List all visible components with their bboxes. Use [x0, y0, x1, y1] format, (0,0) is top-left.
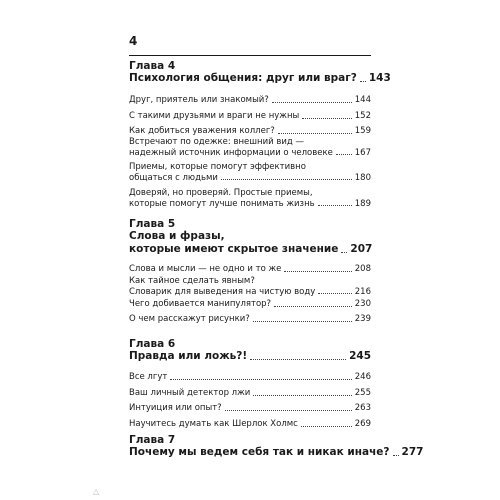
leader-dots [170, 379, 351, 380]
chapter-title-text: Правда или ложь?! [129, 350, 248, 362]
entry-title-line: общаться с людьми [129, 172, 218, 183]
entry-page: 144 [354, 95, 371, 105]
entry-title-line: Как тайное сделать явным? [129, 276, 255, 286]
entry-page: 239 [354, 314, 371, 324]
leader-dots [221, 179, 352, 180]
entry-page: 255 [354, 388, 371, 398]
leader-dots [253, 395, 351, 396]
entry-page: 246 [354, 372, 371, 382]
toc-entry [129, 403, 371, 414]
chapter-7-title [129, 446, 424, 459]
chapter-page: 143 [368, 72, 391, 84]
corner-mark-icon: △ [93, 487, 100, 496]
entry-title: Слова и мысли — не одно и то же [129, 264, 282, 274]
entry-page: 159 [354, 126, 371, 136]
toc-entry [129, 162, 371, 183]
toc-entry [129, 264, 371, 275]
toc-entry [129, 111, 371, 122]
toc-entry [129, 299, 371, 310]
toc-entry [129, 372, 371, 383]
entry-page: 208 [354, 264, 371, 274]
entry-title: Как добиться уважения коллег? [129, 126, 275, 136]
chapter-5-title [129, 230, 371, 256]
toc-entry [129, 126, 371, 137]
entry-title: Друг, приятель или знакомый? [129, 95, 269, 105]
chapter-4-label: Глава 4 [129, 60, 176, 72]
entry-title-line: Приемы, которые помогут эффективно [129, 162, 306, 172]
leader-dots [253, 321, 352, 322]
entry-page: 189 [354, 198, 371, 209]
leader-dots [284, 271, 351, 272]
toc-entry [129, 137, 371, 158]
entry-title: С такими друзьями и враги не нужны [129, 111, 300, 121]
leader-dots [318, 293, 351, 294]
toc-entry [129, 276, 371, 297]
entry-title-line: Встречают по одежке: внешний вид — [129, 137, 304, 147]
chapter-page: 207 [350, 243, 373, 255]
entry-title: Ваш личный детектор лжи [129, 388, 251, 398]
chapter-title-text: которые имеют скрытое значение [129, 243, 339, 255]
chapter-page: 245 [349, 350, 371, 362]
chapter-6-label: Глава 6 [129, 338, 176, 350]
chapter-title-text: Психология общения: друг или враг? [129, 72, 357, 84]
leader-dots [393, 455, 399, 456]
entry-page: 263 [354, 403, 371, 413]
chapter-7-label: Глава 7 [129, 434, 176, 446]
leader-dots [360, 81, 366, 82]
chapter-6-title [129, 350, 371, 363]
toc-entry [129, 188, 371, 209]
leader-dots [250, 359, 346, 360]
leader-dots [274, 306, 352, 307]
entry-title: О чем расскажут рисунки? [129, 314, 250, 324]
toc-entry [129, 314, 371, 325]
header-rule [129, 55, 371, 56]
leader-dots [341, 252, 347, 253]
leader-dots [336, 154, 352, 155]
toc-entry [129, 388, 371, 399]
chapter-title-text: Почему мы ведем себя так и никак иначе? [129, 446, 390, 458]
entry-title-line: Словарик для выведения на чистую воду [129, 286, 316, 297]
entry-title-line: которые помогут лучше понимать жизнь [129, 198, 315, 209]
entry-title: Все лгут [129, 372, 168, 382]
chapter-5-label: Глава 5 [129, 218, 176, 230]
page-number: 4 [129, 34, 138, 48]
entry-title: Чего добивается манипулятор? [129, 299, 272, 309]
entry-title-line: Доверяй, но проверяй. Простые приемы, [129, 188, 313, 198]
entry-page: 180 [354, 172, 371, 183]
leader-dots [301, 426, 352, 427]
entry-title: Научитесь думать как Шерлок Холмс [129, 419, 298, 429]
entry-page: 269 [354, 419, 371, 429]
entry-page: 216 [354, 286, 371, 297]
entry-page: 167 [354, 147, 371, 158]
entry-page: 230 [354, 299, 371, 309]
chapter-title-text: Слова и фразы, [129, 230, 225, 242]
entry-title: Интуиция или опыт? [129, 403, 222, 413]
leader-dots [225, 410, 352, 411]
toc-entry [129, 419, 371, 430]
chapter-4-title [129, 72, 391, 85]
leader-dots [302, 118, 352, 119]
leader-dots [278, 133, 352, 134]
entry-title-line: надежный источник информации о человеке [129, 147, 333, 158]
leader-dots [318, 205, 352, 206]
leader-dots [272, 102, 352, 103]
toc-entry [129, 95, 371, 106]
chapter-page: 277 [401, 446, 424, 458]
entry-page: 152 [354, 111, 371, 121]
